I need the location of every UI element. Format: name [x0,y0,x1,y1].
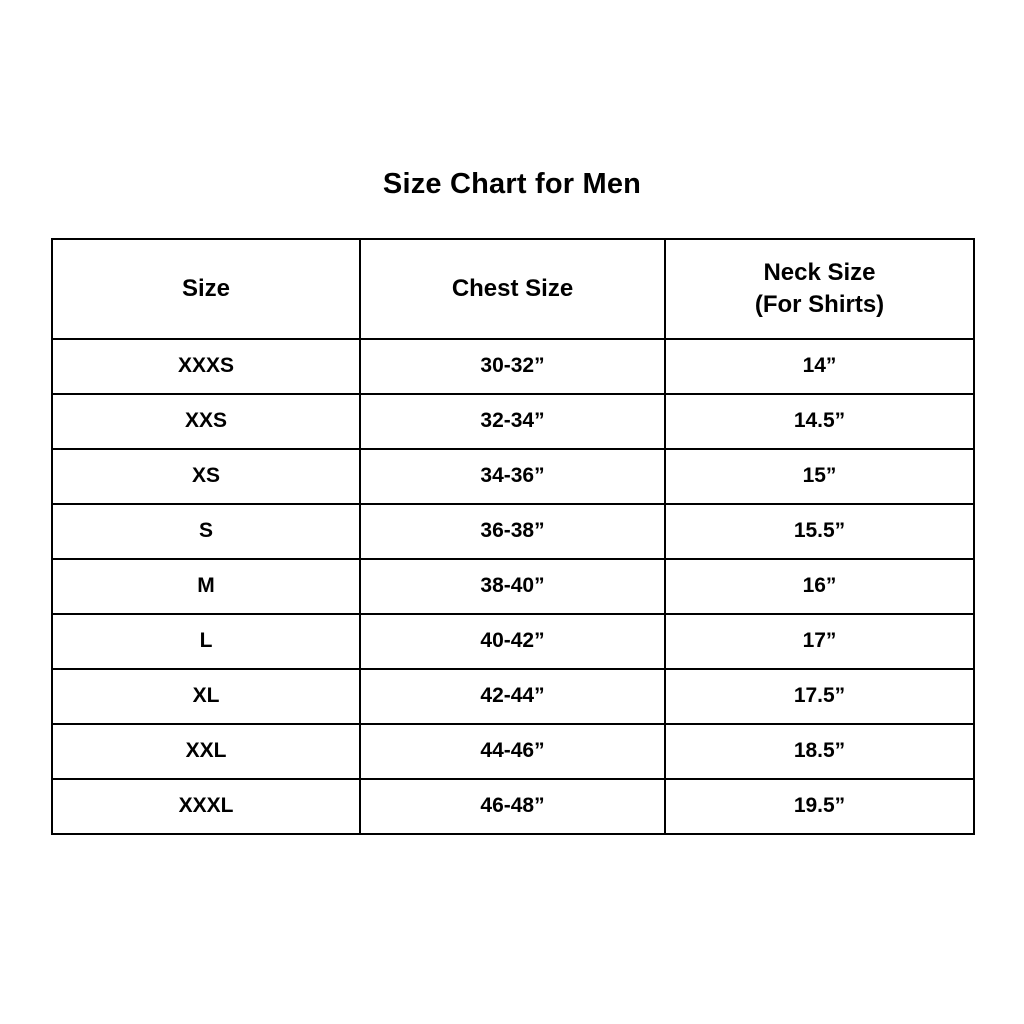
cell-neck: 14” [665,339,974,394]
table-header [52,239,974,339]
cell-neck: 15” [665,449,974,504]
table-row [52,449,974,504]
cell-size: XXXS [52,339,360,394]
cell-chest: 46-48” [360,779,665,834]
cell-size: S [52,504,360,559]
cell-chest: 32-34” [360,394,665,449]
cell-size: L [52,614,360,669]
cell-neck: 17” [665,614,974,669]
cell-neck: 14.5” [665,394,974,449]
table-row [52,724,974,779]
cell-chest: 38-40” [360,559,665,614]
table-body [52,339,974,834]
cell-size: XL [52,669,360,724]
size-chart-table [51,238,975,835]
cell-neck: 18.5” [665,724,974,779]
column-header-size-label: Size [181,274,231,302]
cell-size: XS [52,449,360,504]
cell-chest: 44-46” [360,724,665,779]
table-row [52,394,974,449]
table-row [52,779,974,834]
table-row [52,614,974,669]
column-header-neck-sublabel: (For Shirts) [754,291,885,318]
column-header-size [52,239,360,339]
cell-chest: 36-38” [360,504,665,559]
cell-neck: 16” [665,559,974,614]
cell-neck: 19.5” [665,779,974,834]
column-header-chest-label: Chest Size [451,274,574,302]
table-row [52,669,974,724]
cell-size: XXXL [52,779,360,834]
cell-neck: 17.5” [665,669,974,724]
column-header-neck [665,239,974,339]
cell-neck: 15.5” [665,504,974,559]
cell-chest: 40-42” [360,614,665,669]
cell-chest: 30-32” [360,339,665,394]
column-header-chest [360,239,665,339]
column-header-neck-label: Neck Size [763,258,876,286]
table-row [52,504,974,559]
cell-chest: 42-44” [360,669,665,724]
cell-size: XXS [52,394,360,449]
cell-chest: 34-36” [360,449,665,504]
table-row [52,559,974,614]
cell-size: XXL [52,724,360,779]
page-title: Size Chart for Men [382,168,642,200]
table-header-row [52,239,974,339]
table-row [52,339,974,394]
cell-size: M [52,559,360,614]
